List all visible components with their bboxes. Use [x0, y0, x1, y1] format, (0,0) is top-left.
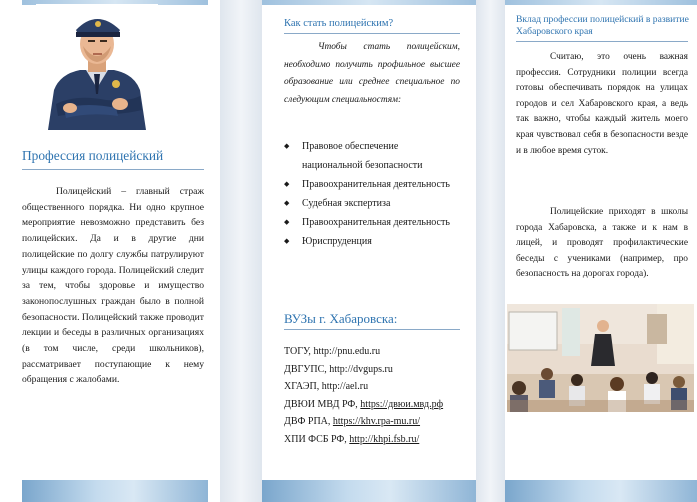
policeman-illustration	[36, 4, 158, 130]
list-item: ◆ Правовое обеспечение национальной безопасности	[284, 137, 454, 175]
university-link[interactable]: http://ael.ru	[321, 381, 369, 392]
bottom-band	[262, 480, 476, 502]
university-name: ТОГУ,	[284, 346, 314, 357]
university-name: ДВГУПС,	[284, 363, 330, 375]
contribution-text: Считаю, это очень важная профессия. Сотрудники полиции всегда готовы обеспечивать порядок на улицах городов и сел Хабаровского края, а ведь так важно, чтобы каждый житель моего края чувствовал себя в безопасности везде и в любое время суток.	[516, 52, 688, 156]
list-item	[284, 378, 474, 396]
profession-text: Полицейский – главный страж общественного порядка. Ни одно крупное мероприятие невозможно представить без полицейских. Да и в другие дни полицейские по долгу службы патрулируют улицы каждого города. Полицейский следит за тем, чтобы здоровье и имущество законопослушных граждан было в полной безопасности. Полицейский также проводит лекции и беседы в различных организациях (в том числе, среди школьников), рассматривает поступающие к нему обращения с жалобами.	[22, 186, 204, 386]
panel-profession	[0, 0, 220, 502]
list-item: ◆ Судебная экспертиза	[284, 194, 454, 213]
universities-title: ВУЗы г. Хабаровска:	[284, 311, 398, 326]
university-link[interactable]: http://khpi.fsb.ru/	[349, 433, 420, 445]
list-item	[284, 396, 474, 414]
panel-contribution	[505, 0, 697, 502]
title-underline	[284, 329, 460, 330]
specialties-list	[284, 137, 454, 251]
list-item	[284, 361, 474, 379]
bottom-band	[505, 480, 697, 502]
title-underline	[516, 41, 688, 42]
list-item: ◆ Правоохранительная деятельность	[284, 175, 454, 194]
fold-gutter-left	[220, 0, 262, 502]
how-to-become-title: Как стать полицейским?	[284, 18, 394, 29]
profession-title: Профессия полицейский	[22, 148, 164, 163]
list-item: ◆ Правоохранительная деятельность	[284, 213, 454, 232]
list-item	[284, 413, 474, 431]
requirements-text: Чтобы стать полицейским, необходимо получить профильное высшее образование или среднее специальное по следующим специальностям:	[284, 42, 460, 105]
classroom-photo	[507, 304, 694, 412]
school-visits-text: Полицейские приходят в школы города Хабаровска, а также и к нам в лицей, и проводят профилактические беседы с учениками (например, про безопасность на дорогах города).	[516, 207, 688, 280]
university-name: ХГАЭП,	[284, 381, 322, 392]
list-item	[284, 343, 474, 361]
list-item	[284, 431, 474, 449]
universities-list	[284, 343, 474, 448]
fold-gutter-right	[476, 0, 505, 502]
university-link[interactable]: https://khv.rpa-mu.ru/	[332, 416, 421, 427]
university-link[interactable]: https://двюи.мвд.рф	[360, 398, 444, 410]
panel-how-to-become	[262, 0, 476, 502]
title-underline	[22, 169, 204, 170]
university-name: ХПИ ФСБ РФ,	[284, 433, 350, 445]
top-band	[262, 0, 476, 5]
list-item: ◆ Юриспруденция	[284, 232, 454, 251]
contribution-title: Вклад профессии полицейский в развитие Хабаровского края	[516, 14, 689, 37]
university-link[interactable]: http://pnu.edu.ru	[313, 346, 381, 357]
university-name: ДВЮИ МВД РФ,	[284, 398, 361, 410]
university-link[interactable]: http://dvgups.ru	[329, 363, 393, 375]
top-band	[505, 0, 697, 5]
bottom-band	[22, 480, 208, 502]
university-name: ДВФ РПА,	[284, 416, 333, 427]
title-underline	[284, 33, 460, 34]
